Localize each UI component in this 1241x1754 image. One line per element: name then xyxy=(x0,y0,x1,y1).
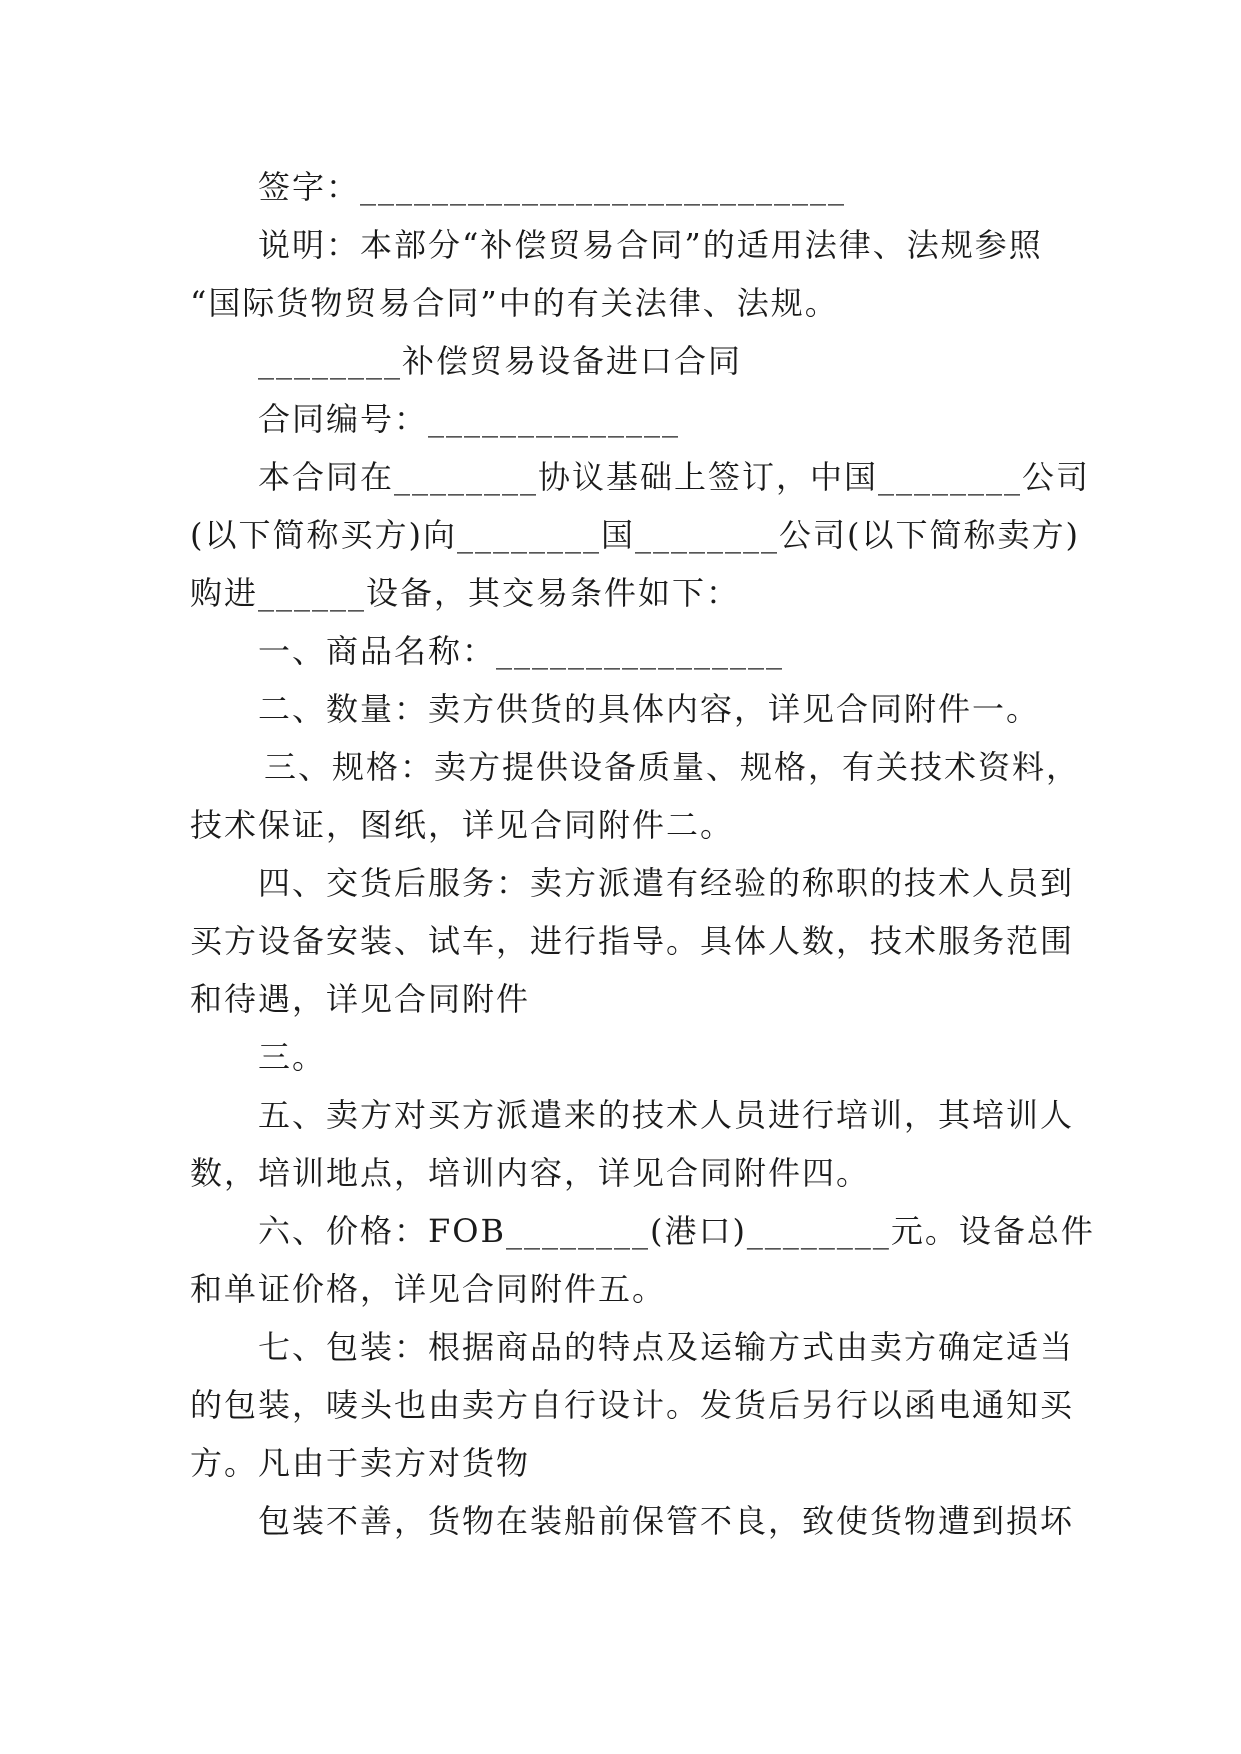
clause-1: 一、商品名称：________________ xyxy=(258,632,785,670)
clause-4-cont-2: 和待遇，详见合同附件 xyxy=(190,980,531,1018)
document-page xyxy=(190,158,1095,1550)
clause-2: 二、数量：卖方供货的具体内容，详见合同附件一。 xyxy=(258,690,1041,728)
clause-4-cont: 买方设备安装、试车，进行指导。具体人数，技术服务范围 xyxy=(190,922,1075,960)
paragraph-intro-2: (以下简称买方)向________国________公司(以下简称卖方) xyxy=(190,516,1080,554)
paragraph-intro-3: 购进______设备，其交易条件如下： xyxy=(190,574,741,612)
clause-4: 四、交货后服务：卖方派遣有经验的称职的技术人员到 xyxy=(258,864,1075,902)
clause-7-cont-3: 包装不善，货物在装船前保管不良，致使货物遭到损坏 xyxy=(258,1502,1075,1540)
clause-6-cont: 和单证价格，详见合同附件五。 xyxy=(190,1270,667,1308)
clause-3-cont: 技术保证，图纸，详见合同附件二。 xyxy=(190,806,735,844)
clause-7: 七、包装：根据商品的特点及运输方式由卖方确定适当 xyxy=(258,1328,1075,1366)
clause-7-cont: 的包装，唛头也由卖方自行设计。发货后另行以函电通知买 xyxy=(190,1386,1075,1424)
signature-line: 签字：___________________________ xyxy=(258,168,847,206)
contract-title: ________补偿贸易设备进口合同 xyxy=(258,342,743,380)
contract-number: 合同编号：______________ xyxy=(258,400,681,438)
note-line-continued: “国际货物贸易合同”中的有关法律、法规。 xyxy=(190,284,839,322)
note-line: 说明：本部分“补偿贸易合同”的适用法律、法规参照 xyxy=(258,226,1043,264)
clause-3: 三、规格：卖方提供设备质量、规格，有关技术资料， xyxy=(264,748,1081,786)
clause-4-cont-3: 三。 xyxy=(258,1038,327,1076)
clause-7-cont-2: 方。凡由于卖方对货物 xyxy=(190,1444,531,1482)
clause-5: 五、卖方对买方派遣来的技术人员进行培训，其培训人 xyxy=(258,1096,1075,1134)
paragraph-intro: 本合同在________协议基础上签订，中国________公司 xyxy=(258,458,1091,496)
clause-6: 六、价格：FOB________(港口)________元。设备总件 xyxy=(258,1212,1095,1250)
clause-5-cont: 数，培训地点，培训内容，详见合同附件四。 xyxy=(190,1154,871,1192)
